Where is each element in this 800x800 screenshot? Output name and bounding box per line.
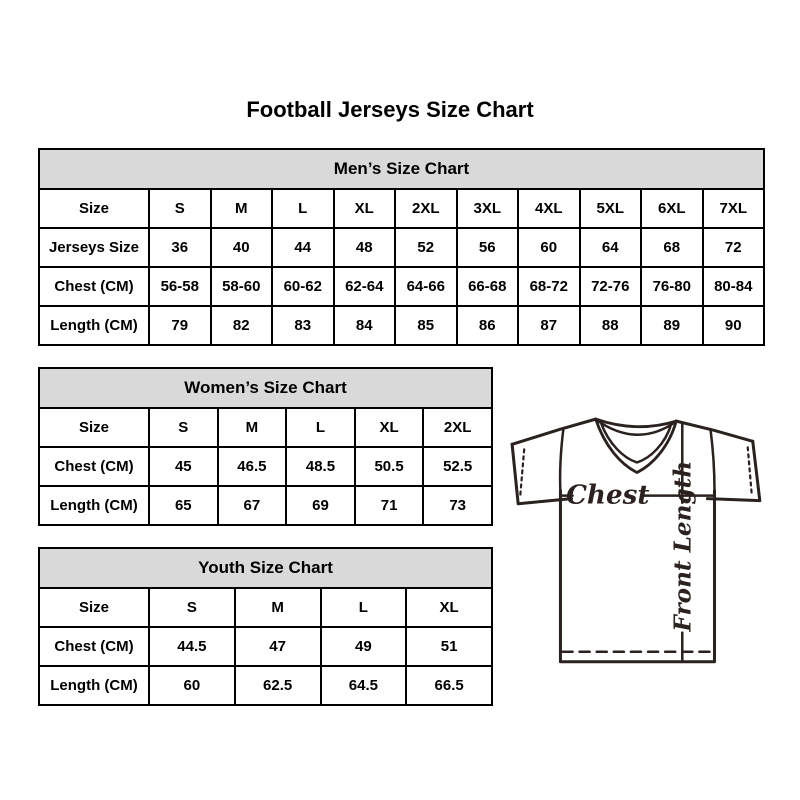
value-cell: XL [355,408,424,447]
value-cell: 85 [395,306,457,345]
value-cell: 44.5 [149,627,235,666]
value-cell: 60 [518,228,580,267]
value-cell: 60-62 [272,267,334,306]
value-cell: 46.5 [218,447,287,486]
table-row [39,267,764,306]
value-cell: 72 [703,228,765,267]
table-title-row [39,368,492,408]
value-cell: 5XL [580,189,642,228]
womens-size-table [38,367,493,526]
value-cell: 66.5 [406,666,492,705]
jersey-left-sleeve-seam [560,428,563,492]
value-cell: 48.5 [286,447,355,486]
value-cell: 56 [457,228,519,267]
value-cell: M [211,189,273,228]
value-cell: 73 [423,486,492,525]
value-cell: S [149,588,235,627]
value-cell: 80-84 [703,267,765,306]
value-cell: M [235,588,321,627]
value-cell: 84 [334,306,396,345]
value-cell: 64-66 [395,267,457,306]
row-label-cell: Size [39,588,149,627]
value-cell: 4XL [518,189,580,228]
value-cell: 51 [406,627,492,666]
value-cell: 76-80 [641,267,703,306]
value-cell: L [286,408,355,447]
table-title-row [39,548,492,588]
value-cell: 50.5 [355,447,424,486]
youth-size-table [38,547,493,706]
row-label-cell: Length (CM) [39,306,149,345]
value-cell: 90 [703,306,765,345]
value-cell: XL [334,189,396,228]
value-cell: S [149,189,211,228]
mens-size-table [38,148,765,346]
value-cell: 52 [395,228,457,267]
table-title: Men’s Size Chart [39,149,764,189]
value-cell: XL [406,588,492,627]
table-row [39,486,492,525]
value-cell: 71 [355,486,424,525]
value-cell: 2XL [395,189,457,228]
jersey-right-sleeve-seam [710,429,714,490]
value-cell: 3XL [457,189,519,228]
value-cell: 7XL [703,189,765,228]
jersey-left-shoulder-line [512,419,596,444]
row-label-cell: Length (CM) [39,486,149,525]
value-cell: 60 [149,666,235,705]
value-cell: 72-76 [580,267,642,306]
value-cell: 36 [149,228,211,267]
value-cell: 47 [235,627,321,666]
value-cell: M [218,408,287,447]
value-cell: 67 [218,486,287,525]
value-cell: 86 [457,306,519,345]
value-cell: 79 [149,306,211,345]
value-cell: 65 [149,486,218,525]
value-cell: L [272,189,334,228]
row-label-cell: Chest (CM) [39,447,149,486]
value-cell: S [149,408,218,447]
value-cell: 66-68 [457,267,519,306]
table-row [39,588,492,627]
value-cell: 64.5 [321,666,407,705]
table-title: Youth Size Chart [39,548,492,588]
value-cell: L [321,588,407,627]
value-cell: 58-60 [211,267,273,306]
row-label-cell: Chest (CM) [39,267,149,306]
value-cell: 2XL [423,408,492,447]
table-title-row [39,149,764,189]
value-cell: 45 [149,447,218,486]
value-cell: 88 [580,306,642,345]
value-cell: 62.5 [235,666,321,705]
value-cell: 40 [211,228,273,267]
table-row [39,666,492,705]
table-title: Women’s Size Chart [39,368,492,408]
row-label-cell: Length (CM) [39,666,149,705]
table-row [39,627,492,666]
table-row [39,306,764,345]
value-cell: 48 [334,228,396,267]
value-cell: 6XL [641,189,703,228]
value-cell: 52.5 [423,447,492,486]
table-row [39,228,764,267]
page-title: Football Jerseys Size Chart [246,97,534,122]
jersey-right-cuff-dotted-line [748,447,752,494]
table-row [39,408,492,447]
row-label-cell: Size [39,408,149,447]
value-cell: 83 [272,306,334,345]
chest-label: Chest [566,479,650,511]
row-label-cell: Size [39,189,149,228]
row-label-cell: Jerseys Size [39,228,149,267]
value-cell: 82 [211,306,273,345]
value-cell: 49 [321,627,407,666]
table-row [39,189,764,228]
value-cell: 64 [580,228,642,267]
value-cell: 62-64 [334,267,396,306]
value-cell: 44 [272,228,334,267]
value-cell: 56-58 [149,267,211,306]
row-label-cell: Chest (CM) [39,627,149,666]
value-cell: 69 [286,486,355,525]
value-cell: 87 [518,306,580,345]
value-cell: 68-72 [518,267,580,306]
table-row [39,447,492,486]
jersey-right-shoulder-line [676,421,753,441]
jersey-left-cuff-dotted-line [520,449,524,496]
front-length-label: Front Length [669,460,697,632]
jersey-measurement-diagram [503,402,780,694]
value-cell: 89 [641,306,703,345]
value-cell: 68 [641,228,703,267]
